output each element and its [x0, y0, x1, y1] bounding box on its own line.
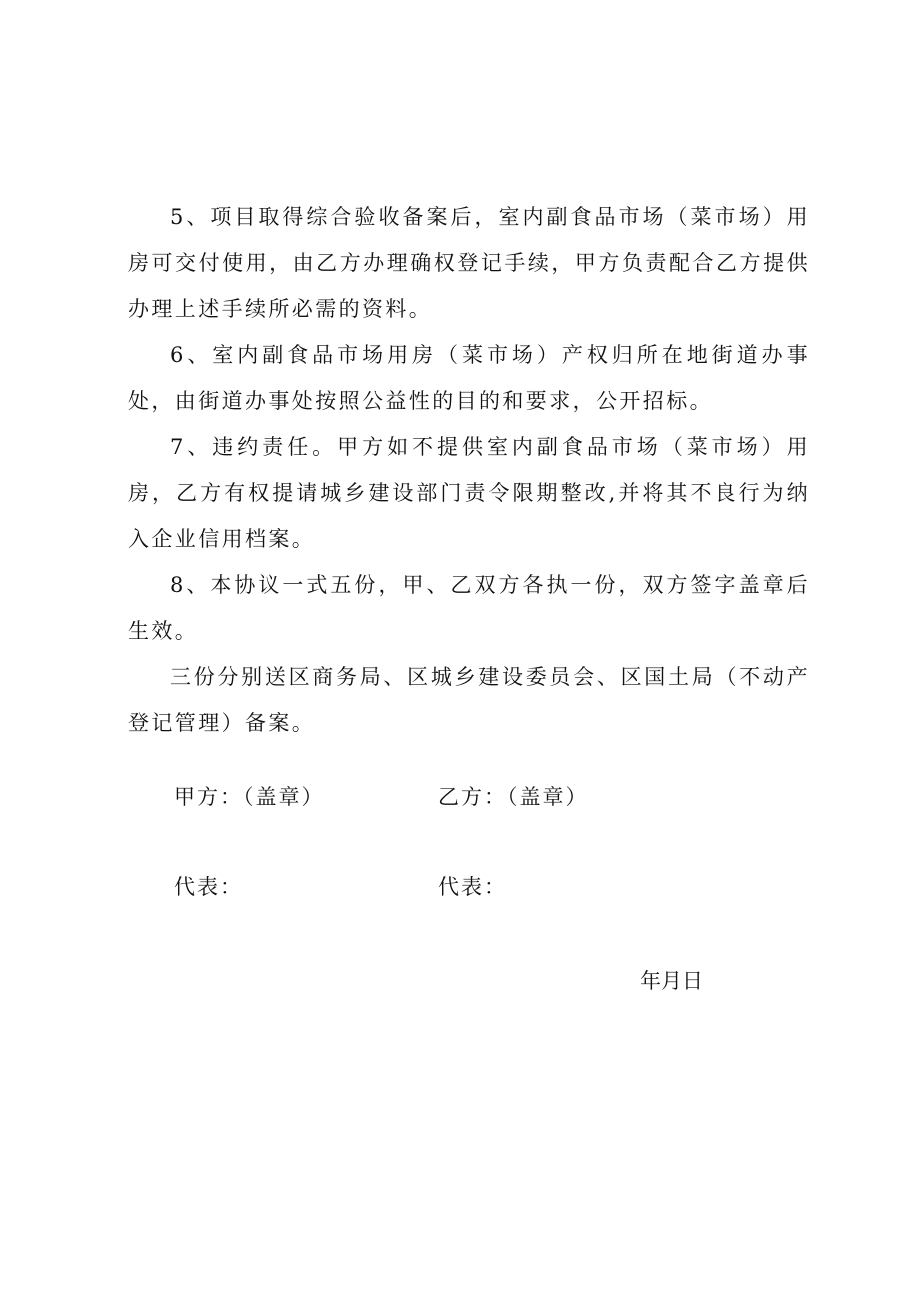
party-a-representative: 代表：	[174, 875, 243, 899]
date-line: 年月日	[640, 969, 703, 993]
filing-note: 三份分别送区商务局、区城乡建设委员会、区国土局（不动产登记管理）备案。	[128, 665, 810, 735]
clause-8: 8、本协议一式五份，甲、乙双方各执一份，双方签字盖章后生效。	[128, 573, 810, 643]
party-b-seal: 乙方：（盖章）	[438, 785, 589, 809]
party-b-representative: 代表：	[438, 875, 507, 899]
clause-7: 7、违约责任。甲方如不提供室内副食品市场（菜市场）用房，乙方有权提请城乡建设部门责令限期整改,并将其不良行为纳入企业信用档案。	[128, 435, 810, 551]
clause-6: 6、室内副食品市场用房（菜市场）产权归所在地街道办事处，由街道办事处按照公益性的目的和要求，公开招标。	[128, 343, 810, 413]
clause-5: 5、项目取得综合验收备案后，室内副食品市场（菜市场）用房可交付使用，由乙方办理确权登记手续，甲方负责配合乙方提供办理上述手续所必需的资料。	[128, 205, 810, 321]
party-a-seal: 甲方：（盖章）	[174, 785, 325, 809]
agreement-body	[128, 194, 810, 746]
